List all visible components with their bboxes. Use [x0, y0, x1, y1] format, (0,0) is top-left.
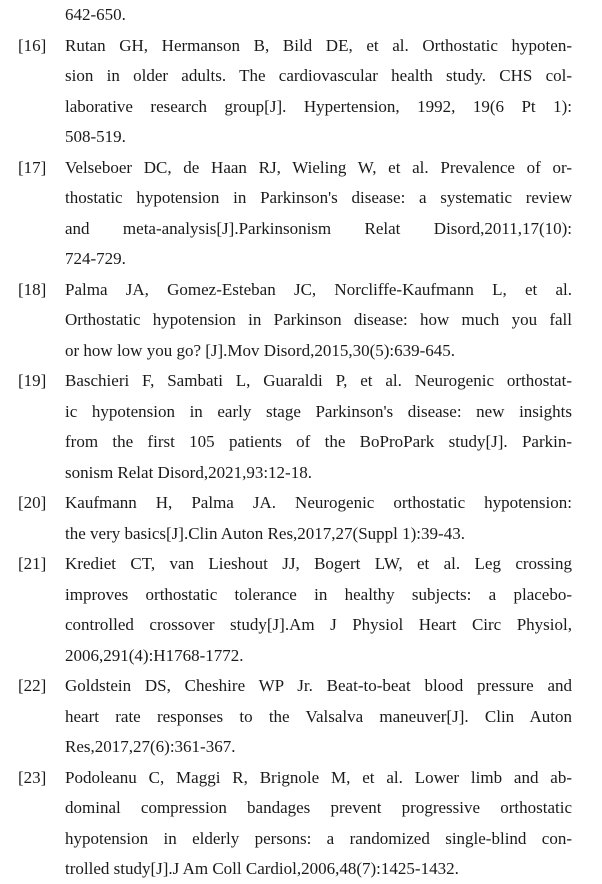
reference-text-line: or how low you go? [J].Mov Disord,2015,30(5):639-645.	[65, 340, 456, 360]
reference-number: [17]	[18, 157, 47, 177]
reference-text-line: thostatic hypotension in Parkinson's disease: a systematic review	[65, 188, 572, 207]
reference-text-line: improves orthostatic tolerance in healthy subjects: a placebo-	[65, 584, 572, 604]
reference-text-line: Palma JA, Gomez-Esteban JC, Norcliffe-Kaufmann L, et al.	[65, 279, 572, 299]
reference-text-line: Rutan GH, Hermanson B, Bild DE, et al. Orthostatic hypoten-	[65, 35, 572, 55]
reference-text-line: Velseboer DC, de Haan RJ, Wieling W, et al. Prevalence of or-	[65, 157, 572, 177]
reference-text-line: 724-729.	[65, 249, 126, 268]
reference-text-line: Kaufmann H, Palma JA. Neurogenic orthostatic hypotension:	[65, 493, 572, 512]
reference-text-line: sonism Relat Disord,2021,93:12-18.	[65, 462, 312, 482]
reference-text-line: ic hypotension in early stage Parkinson's disease: new insights	[65, 401, 572, 421]
reference-text-line: the very basics[J].Clin Auton Res,2017,27(Suppl 1):39-43.	[65, 523, 465, 543]
reference-number: [19]	[18, 371, 47, 390]
reference-continuation-line: 642-650.	[65, 5, 126, 24]
reference-number: [21]	[18, 554, 47, 573]
reference-text-line: 2006,291(4):H1768-1772.	[65, 645, 244, 665]
reference-text-line: controlled crossover study[J].Am J Physiol Heart Circ Physiol,	[65, 615, 572, 634]
reference-text-line: Krediet CT, van Lieshout JJ, Bogert LW, et al. Leg crossing	[65, 554, 572, 573]
reference-text-line: Res,2017,27(6):361-367.	[65, 737, 236, 756]
reference-number: [16]	[18, 35, 47, 55]
reference-text-line: Orthostatic hypotension in Parkinson disease: how much you fall	[65, 310, 572, 329]
reference-number: [22]	[18, 676, 47, 695]
reference-number: [18]	[18, 279, 47, 299]
reference-number: [23]	[18, 767, 47, 787]
reference-text-line: 508-519.	[65, 127, 126, 146]
reference-text-line: from the first 105 patients of the BoProPark study[J]. Parkin-	[65, 432, 572, 451]
reference-text-line: laborative research group[J]. Hypertension, 1992, 19(6 Pt 1):	[65, 96, 572, 116]
reference-text-line: Goldstein DS, Cheshire WP Jr. Beat-to-beat blood pressure and	[65, 676, 572, 695]
reference-text-line: Podoleanu C, Maggi R, Brignole M, et al. Lower limb and ab-	[65, 767, 572, 787]
reference-text-line: hypotension in elderly persons: a randomized single-blind con-	[65, 828, 572, 848]
reference-text-line: dominal compression bandages prevent progressive orthostatic	[65, 798, 572, 817]
reference-text-line: and meta-analysis[J].Parkinsonism Relat Disord,2011,17(10):	[65, 218, 572, 238]
reference-text-line: heart rate responses to the Valsalva maneuver[J]. Clin Auton	[65, 706, 572, 726]
reference-text-line: Baschieri F, Sambati L, Guaraldi P, et al. Neurogenic orthostat-	[65, 371, 572, 390]
reference-number: [20]	[18, 493, 47, 512]
reference-text-line: trolled study[J].J Am Coll Cardiol,2006,48(7):1425-1432.	[65, 859, 459, 878]
reference-text-line: sion in older adults. The cardiovascular health study. CHS col-	[65, 66, 572, 85]
